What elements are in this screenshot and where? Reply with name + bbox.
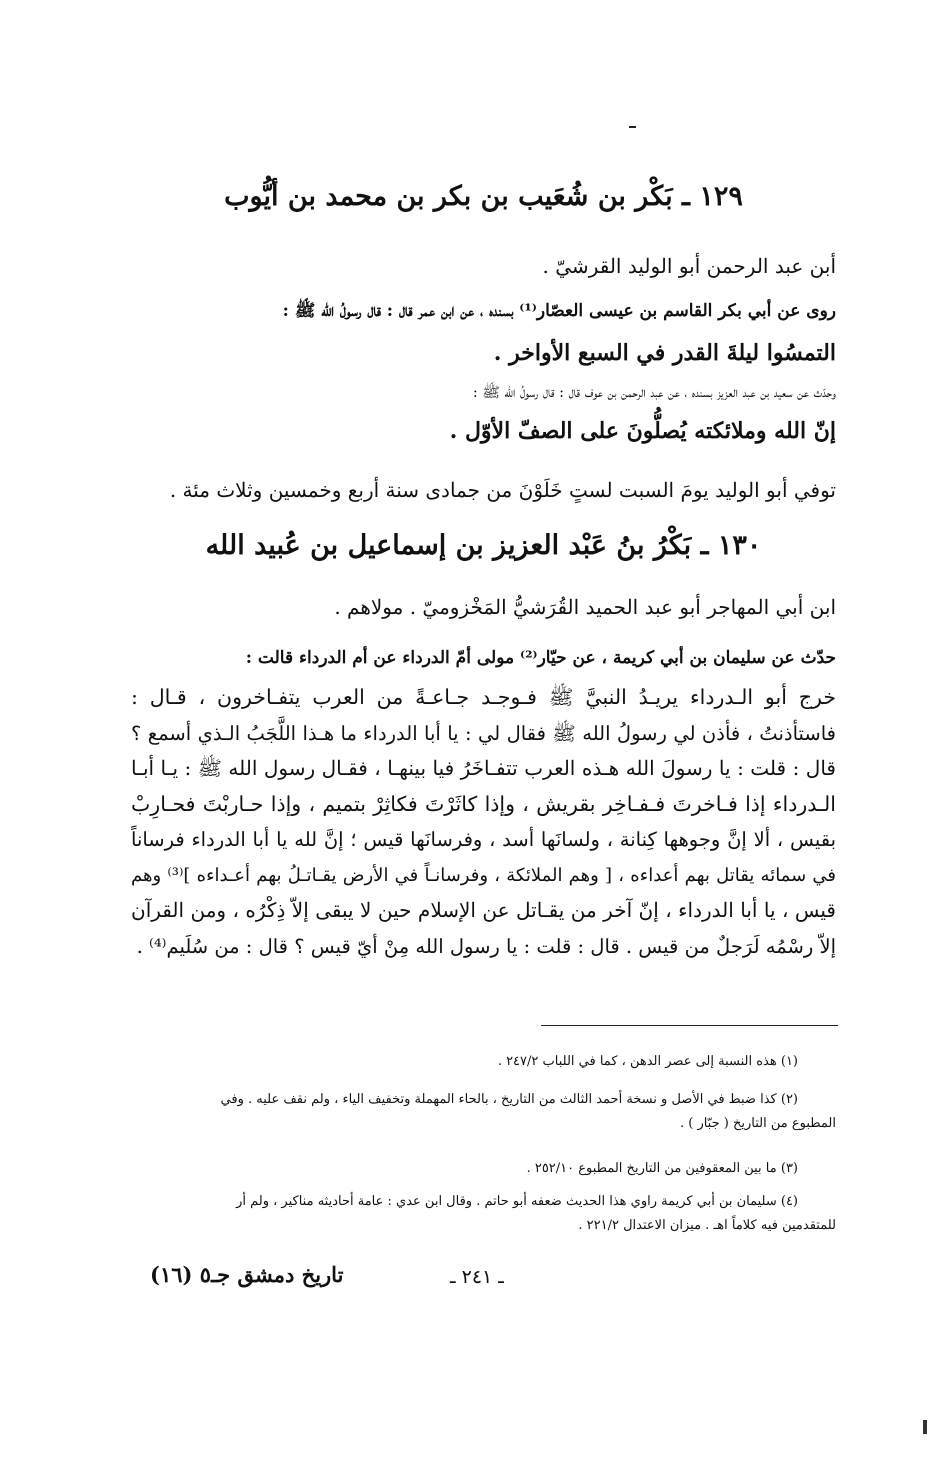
footnote-2 [131,1088,836,1136]
entry-129-heading: ١٢٩ ـ بَكْر بن شُعَيب بن بكر بن محمد بن أيُّوب [224,181,743,212]
footnote-1 [131,1050,836,1074]
narrative-line: قيس ، يا أبا الدرداء ، إنّ آخر من يقـاتل عن الإسلام حين لا يبقى إلاّ ذِكْرُه ، ومن القرآن [131,898,836,922]
narrative-line: في سمائه يقاتل بهم أعداءه ، [ وهم الملائكة ، وفرسانـاً في الأرض يقـاتـلُ بهم أعـداءه ]⁽³⁾ وهم [131,864,836,886]
footnote-line: (٤) سليمان بن أبي كريمة راوي هذا الحديث ضعفه أبو حاتم . وقال ابن عدي : عامة أحاديثه مناكير ، ولم أر [236,1194,798,1209]
entry-129-hadith-1: التمسُوا ليلةَ القدر في السبع الأواخر . [493,340,836,366]
entry-129-isnad-2: وحدّث عن سعيد بن عبد العزيز بسنده ، عن عبد الرحمن بن عوف قال : قال رسولُ الله ﷺ : [472,385,836,401]
footnote-line: للمتقدمين فيه كلاماً اهـ . ميزان الاعتدال ٢٢١/٢ . [578,1218,836,1233]
book-title-footer: تاريخ دمشق جـ٥ (١٦) [150,1262,344,1287]
narrative-line: بقيس ، ألا إنَّ وجوهها كِنانة ، ولسانَها أسد ، وفرسانَها قيس ؛ إنَّ لله يا أبا الدرداء فرساناً [131,828,836,851]
entry-130-lineage: ابن أبي المهاجر أبو عبد الحميد القُرَشيُّ المَخْزوميّ . مولاهم . [334,595,836,619]
scan-mark [629,126,636,128]
scan-mark [923,1420,927,1434]
entry-129-hadith-2: إنّ الله وملائكته يُصلُّونَ على الصفّ الأوّل . [449,418,836,444]
narrative-line: قال : قلت : يا رسولَ الله هـذه العرب تتفـاخَرُ فيا بينهـا ، فقـال رسول الله ﷺ : يـا أبـا [131,756,836,780]
narrative-line: الـدرداء إذا فـاخرتَ فـفـاخِر بقريش ، وإذا كاثَرْتَ فكاثِرْ بتميم ، وإذا حـاربْتَ فحـارِبْ [131,791,836,816]
entry-129-lineage: أبن عبد الرحمن أبو الوليد القرشيّ . [542,254,836,278]
footnote-divider [541,1025,838,1026]
narrative-line: خرج أبو الـدرداء يريـدُ النبيَّ ﷺ فـوجـد جـاعـةً من العرب يتفـاخرون ، قـال : [131,685,836,709]
entry-130-narrative [131,680,836,964]
entry-130-isnad: حدّث عن سليمان بن أبي كريمة ، عن حيّار⁽²⁾ مولى أمّ الدرداء عن أم الدرداء قالت : [245,648,836,668]
entry-129-death-note: توفي أبو الوليد يومَ السبت لستٍ خَلَوْنَ من جمادى سنة أربع وخمسين وثلاث مئة . [169,478,836,502]
footnote-3 [131,1157,836,1181]
narrative-line: إلاّ رسْمُه لَرَجلٌ من قيس . قال : قلت : يا رسول الله مِنْ أيّ قيس ؟ قال : من سُلَيم⁽⁴⁾ . [136,934,836,958]
entry-129-isnad-1: روى عن أبي بكر القاسم بن عيسى العصّار⁽¹⁾ بسنده ، عن ابن عمر قال : قال رسولُ الله ﷺ : [282,301,836,321]
footnote-line: (٢) كذا ضبط في الأصل و نسخة أحمد الثالث من التاريخ ، بالحاء المهملة وتخفيف الياء ، ولم نقف عليه . وفي [220,1092,798,1107]
footnote-line: (٣) ما بين المعقوفين من التاريخ المطبوع ٢٥٢/١٠ . [526,1161,798,1176]
footnote-4 [131,1190,836,1238]
entry-130-heading: ١٣٠ ـ بَكْرُ بنُ عَبْد العزيز بن إسماعيل بن عُبيد الله [205,530,762,561]
footnote-line: المطبوع من التاريخ ( جبّار ) . [679,1116,836,1131]
narrative-line: فاستأذنتُ ، فأذن لي رسولُ الله ﷺ فقال لي : يا أبا الدرداء ما هـذا اللَّجَبُ الـذي أسمع ؟ [131,721,836,745]
footnote-line: (١) هذه النسبة إلى عصر الدهن ، كما في اللباب ٢٤٧/٢ . [497,1054,798,1069]
page-number: ـ ٢٤١ ـ [450,1266,504,1288]
